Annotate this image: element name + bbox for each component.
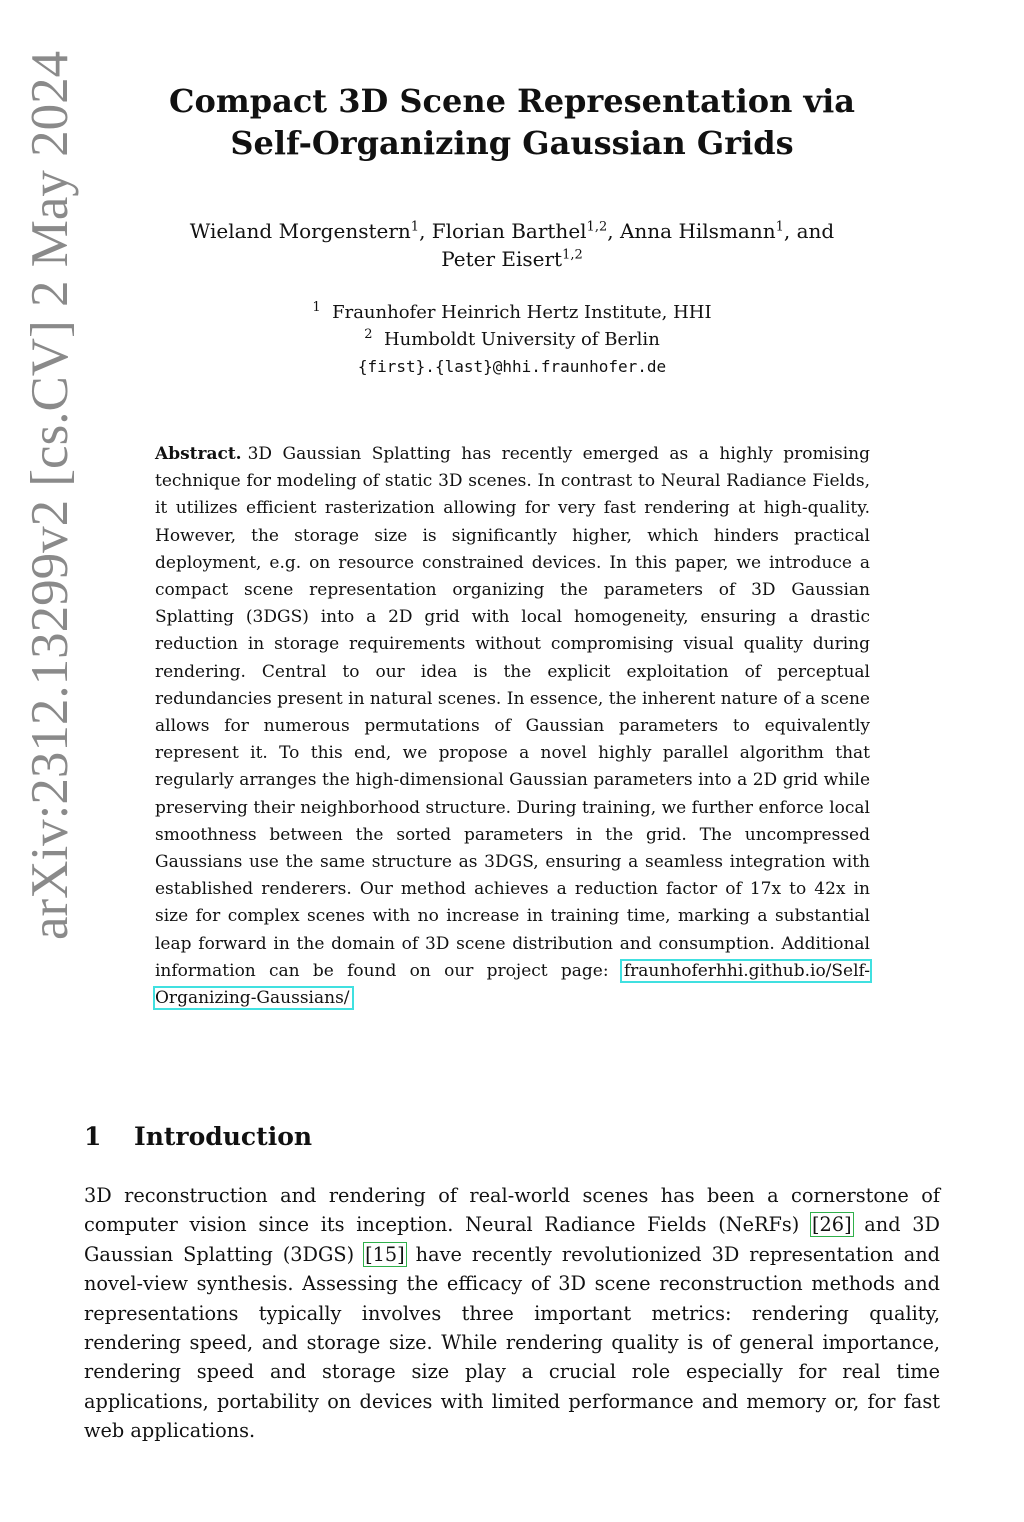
abstract bbox=[155, 441, 870, 1012]
author-affil-mark: 1 bbox=[775, 219, 784, 235]
paper-title bbox=[130, 80, 894, 164]
author-name: Florian Barthel bbox=[431, 219, 587, 243]
affiliation-text: Humboldt University of Berlin bbox=[383, 329, 660, 350]
section-heading bbox=[84, 1120, 940, 1154]
author-conjunction: and bbox=[796, 219, 835, 243]
affiliations bbox=[200, 299, 824, 380]
contact-email: {first}.{last}@hhi.fraunhofer.de bbox=[357, 357, 667, 376]
author-name: Peter Eisert bbox=[441, 247, 563, 271]
author-name: Wieland Morgenstern bbox=[189, 219, 411, 243]
citation-link[interactable]: [26] bbox=[812, 1213, 852, 1237]
title-line-1: Compact 3D Scene Representation via bbox=[169, 82, 855, 120]
intro-text: and 3D Gaussian Splatting (3DGS) bbox=[84, 1213, 940, 1266]
citation-link[interactable]: [15] bbox=[365, 1242, 405, 1266]
abstract-text: 3D Gaussian Splatting has recently emerged as a highly promising technique for modeling of static 3D scenes. In contrast to Neural Radiance Fields, it utilizes efficient rasterization allowing for very fast rendering at high-quality. However, the storage size is significantly higher, which hinders practical deployment, e.g. on resource constrained devices. In this paper, we introduce a compact scene representation organizing the parameters of 3D Gaussian Splatting (3DGS) into a 2D grid with local homogeneity, ensuring a drastic reduction in storage requirements without compromising visual quality during rendering. Central to our idea is the explicit exploitation of perceptual redundancies present in natural scenes. In essence, the inherent nature of a scene allows for numerous permutations of Gaussian parameters to equivalently represent it. To this end, we propose a novel highly parallel algorithm that regularly arranges the high-dimensional Gaussian parameters into a 2D grid while preserving their neighborhood structure. During training, we further enforce local smoothness between the sorted parameters in the grid. The uncompressed Gaussians use the same structure as 3DGS, ensuring a seamless integration with established renderers. Our method achieves a reduction factor of 17x to 42x in size for complex scenes with no increase in training time, marking a substantial leap forward in the domain of 3D scene distribution and consumption. Additional information can be found on our project page: bbox=[155, 444, 870, 981]
affiliation-mark: 1 bbox=[312, 300, 321, 315]
section-title: Introduction bbox=[134, 1122, 313, 1151]
abstract-label: Abstract. bbox=[155, 444, 242, 464]
project-page-link[interactable]: fraunhoferhhi.github.io/Self-Organizing-Gaussians/ bbox=[155, 960, 870, 1009]
arxiv-identifier: arXiv:2312.13299v2 [cs.CV] 2 May 2024 bbox=[21, 50, 79, 940]
author-affil-mark: 1 bbox=[410, 219, 420, 235]
introduction-paragraph bbox=[84, 1181, 940, 1446]
intro-text: have recently revolutionized 3D representation and novel-view synthesis. Assessing the efficacy of 3D scene reconstruction methods and representations typically involves three important metrics: rendering quality, rendering speed, and storage size. While rendering quality is of general importance, rendering speed and storage size play a crucial role especially for real time applications, portability on devices with limited performance and memory or, for fast web applications. bbox=[84, 1242, 940, 1443]
author-affil-mark: 1,2 bbox=[562, 247, 583, 263]
author-list: Wieland Morgenstern$^1$, Florian Barthel$^{1,2}$, Anna Hilsmann$^1$, and Peter Eisert$^{1,2}$ bbox=[189, 219, 835, 271]
affiliation-1 bbox=[200, 299, 824, 326]
section-number: 1 bbox=[84, 1122, 102, 1151]
intro-text: 3D reconstruction and rendering of real-world scenes has been a cornerstone of computer vision since its inception. Neural Radiance Fields (NeRFs) bbox=[84, 1184, 940, 1237]
author-name: Anna Hilsmann bbox=[619, 219, 776, 243]
title-line-2: Self-Organizing Gaussian Grids bbox=[230, 124, 794, 162]
affiliation-text: Fraunhofer Heinrich Hertz Institute, HHI bbox=[332, 302, 712, 323]
affiliation-2 bbox=[200, 326, 824, 353]
affiliation-mark: 2 bbox=[364, 327, 373, 342]
author-affil-mark: 1,2 bbox=[586, 219, 608, 235]
